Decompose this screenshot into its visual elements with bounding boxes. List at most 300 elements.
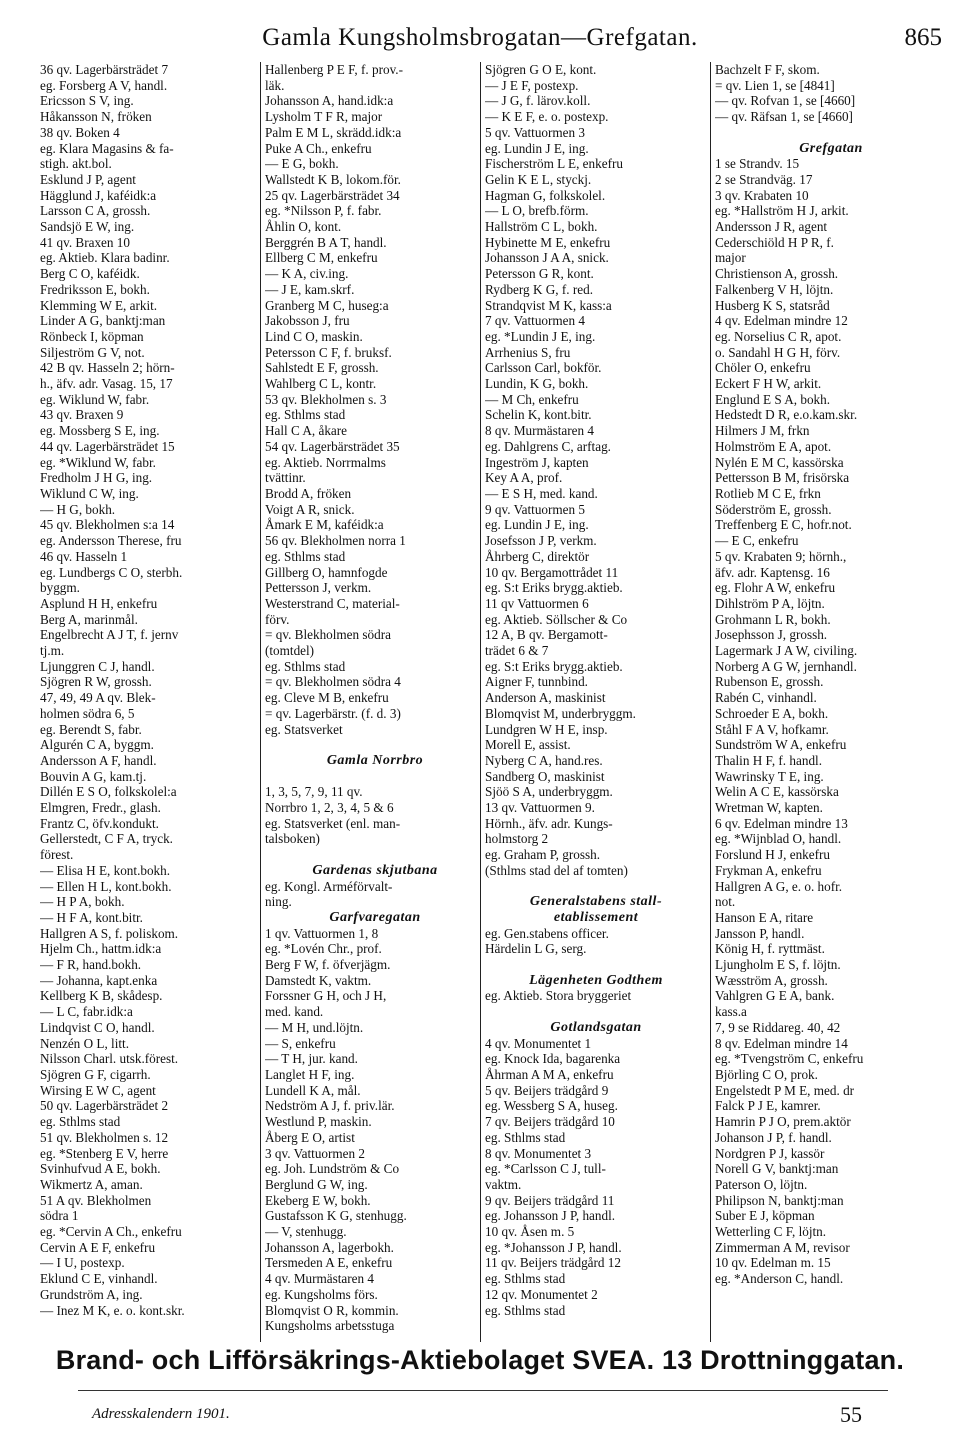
- directory-entry: Lundin, K G, bokh.: [485, 376, 589, 392]
- directory-entry: — L C, fabr.idk:a: [40, 1004, 133, 1020]
- directory-entry: eg. Lundin J E, ing.: [485, 140, 589, 156]
- directory-entry: eg. *Hallström H J, arkit.: [715, 203, 849, 219]
- directory-entry: Gillberg O, hamnfogde: [265, 564, 388, 580]
- directory-entry: tvättinr.: [265, 470, 306, 486]
- directory-entry: eg. Sthlms stad: [265, 407, 346, 423]
- directory-entry: eg. *Lovén Chr., prof.: [265, 941, 382, 957]
- directory-entry: Damstedt K, vaktm.: [265, 972, 372, 988]
- footer-publication: Adresskalendern 1901.: [92, 1406, 230, 1422]
- directory-entry: Blomqvist M, underbryggm.: [485, 705, 636, 721]
- directory-entry: 5 qv. Beijers trädgård 9: [485, 1082, 609, 1098]
- directory-entry: [485, 1004, 707, 1020]
- directory-entry: Hybinette M E, enkefru: [485, 234, 611, 250]
- directory-entry: eg. Johansson J P, handl.: [485, 1208, 616, 1224]
- directory-entry: 42 B qv. Hasseln 2; hörn-: [40, 360, 175, 376]
- directory-entry: kass.a: [715, 1004, 747, 1020]
- footer-divider: [78, 1390, 888, 1391]
- directory-entry: Hallgren A S, f. poliskom.: [40, 925, 179, 941]
- directory-entry: König H, f. ryttmäst.: [715, 941, 825, 957]
- directory-entry: 3 qv. Krabaten 10: [715, 187, 809, 203]
- directory-entry: eg. *Wijnblad O, handl.: [715, 831, 842, 847]
- directory-entry: Johanson J P, f. handl.: [715, 1129, 832, 1145]
- directory-entry: Åhrberg C, direktör: [485, 548, 590, 564]
- directory-entry: Andersson J R, agent: [715, 219, 828, 235]
- directory-entry: 10 qv. Åsen m. 5: [485, 1224, 575, 1240]
- directory-entry: Strandqvist M K, kass:a: [485, 297, 612, 313]
- directory-entry: eg. Aktieb. Stora bryggeriet: [485, 988, 632, 1004]
- directory-entry: Norberg A G W, jernhandl.: [715, 658, 857, 674]
- street-heading: Garfvaregatan: [329, 909, 421, 925]
- directory-entry: (Sthlms stad del af tomten): [485, 862, 628, 878]
- directory-entry: 7 qv. Vattuormen 4: [485, 313, 585, 329]
- directory-entry: eg. Sthlms stad: [40, 1114, 121, 1130]
- directory-entry: Rubenson E, grossh.: [715, 674, 824, 690]
- directory-entry: Berglund G W, ing.: [265, 1176, 368, 1192]
- directory-entry: not.: [715, 894, 736, 910]
- directory-entry: Ljungholm E S, f. löjtn.: [715, 957, 841, 973]
- directory-entry: Schelin K, kont.bitr.: [485, 407, 592, 423]
- directory-entry: eg. Klara Magasins & fa-: [40, 140, 174, 156]
- street-heading: Gardenas skjutbana: [312, 862, 438, 878]
- directory-entry: Wawrinsky T E, ing.: [715, 768, 824, 784]
- directory-entry: holmen södra 6, 5: [40, 705, 135, 721]
- directory-entry: Forslund H J, enkefru: [715, 847, 831, 863]
- directory-entry: Christienson A, grossh.: [715, 266, 839, 282]
- directory-entry: eg. *Johansson J P, handl.: [485, 1239, 622, 1255]
- directory-entry: Grundström A, ing.: [40, 1286, 143, 1302]
- directory-entry: eg. Aktieb. Klara badinr.: [40, 250, 170, 266]
- column-4: [710, 62, 947, 1342]
- directory-entry: södra 1: [40, 1208, 79, 1224]
- directory-entry: — T H, jur. kand.: [265, 1051, 358, 1067]
- directory-entry: Nilsson Charl. utsk.förest.: [40, 1051, 179, 1067]
- directory-entry: Suber E J, köpman: [715, 1208, 815, 1224]
- directory-entry: eg. *Cervin A Ch., enkefru: [40, 1224, 182, 1240]
- directory-entry: 5 qv. Krabaten 9; hörnh.,: [715, 548, 847, 564]
- directory-entry: 43 qv. Braxen 9: [40, 407, 124, 423]
- directory-entry: Josefsson J P, verkm.: [485, 533, 597, 549]
- directory-entry: eg. Aktieb. Norrmalms: [265, 454, 386, 470]
- directory-entry: Hörnh., äfv. adr. Kungs-: [485, 815, 613, 831]
- page-number: 865: [904, 24, 942, 51]
- directory-entry: — V, stenhugg.: [265, 1224, 347, 1240]
- directory-entry: Åmark E M, kaféidk:a: [265, 517, 384, 533]
- directory-entry: eg. Kungsholms förs.: [265, 1286, 378, 1302]
- directory-entry: 12 A, B qv. Bergamott-: [485, 627, 608, 643]
- directory-entry: 38 qv. Boken 4: [40, 124, 120, 140]
- directory-entry: — qv. Rofvan 1, se [4660]: [715, 93, 856, 109]
- directory-entry: Nordgren P J, kassör: [715, 1145, 825, 1161]
- directory-entry: Lysholm T F R, major: [265, 109, 383, 125]
- directory-entry: Eckert F H W, arkit.: [715, 376, 822, 392]
- directory-entry: eg. Sthlms stad: [265, 658, 346, 674]
- directory-entry: 4 qv. Murmästaren 4: [265, 1271, 375, 1287]
- directory-entry: 1 qv. Vattuormen 1, 8: [265, 925, 379, 941]
- directory-entry: = qv. Blekholmen södra 4: [265, 674, 401, 690]
- directory-entry: eg. Wessberg S A, huseg.: [485, 1098, 618, 1114]
- directory-entry: Dihlström P A, löjtn.: [715, 595, 825, 611]
- directory-entry: Wretman W, kapten.: [715, 800, 823, 816]
- street-heading: Gamla Norrbro: [326, 752, 424, 768]
- directory-entry: eg. Mossberg S E, ing.: [40, 423, 160, 439]
- directory-entry: 1, 3, 5, 7, 9, 11 qv.: [265, 784, 363, 800]
- directory-entry: Carlsson Carl, bokför.: [485, 360, 602, 376]
- directory-entry: 4 qv. Edelman mindre 12: [715, 313, 848, 329]
- directory-entry: läk.: [265, 77, 285, 93]
- directory-entry: Nyberg C A, hand.res.: [485, 752, 603, 768]
- directory-entry: — J E F, postexp.: [485, 77, 579, 93]
- directory-entry: tj.m.: [40, 643, 65, 659]
- directory-entry: eg. Statsverket (enl. man-: [265, 815, 401, 831]
- directory-entry: Petersson G R, kont.: [485, 266, 594, 282]
- directory-entry: eg. Berendt S, fabr.: [40, 721, 142, 737]
- directory-entry: Sahlstedt E F, grossh.: [265, 360, 379, 376]
- directory-entry: Esklund J P, agent: [40, 171, 136, 187]
- directory-entry: eg. Sthlms stad: [485, 1129, 566, 1145]
- street-heading: Generalstabens stall-: [529, 894, 663, 910]
- directory-entry: major: [715, 250, 746, 266]
- directory-entry: 50 qv. Lagerbärsträdet 2: [40, 1098, 169, 1114]
- directory-entry: Sandberg O, maskinist: [485, 768, 605, 784]
- directory-entry: Paterson O, löjtn.: [715, 1176, 808, 1192]
- directory-entry: — E G, bokh.: [265, 156, 339, 172]
- directory-entry: Johansson J A A, snick.: [485, 250, 609, 266]
- directory-entry: Bouvin A G, kam.tj.: [40, 768, 147, 784]
- directory-entry: 45 qv. Blekholmen s:a 14: [40, 517, 175, 533]
- directory-entry: eg. Forsberg A V, handl.: [40, 77, 168, 93]
- directory-entry: h., äfv. adr. Vasag. 15, 17: [40, 376, 173, 392]
- directory-entry: Åhrman A M A, enkefru: [485, 1067, 614, 1082]
- directory-entry: 6 qv. Edelman mindre 13: [715, 815, 848, 831]
- directory-entry: med. kand.: [265, 1004, 324, 1020]
- directory-entry: eg. *Carlsson C J, tull-: [485, 1161, 606, 1177]
- directory-entry: Klemming W E, arkit.: [40, 297, 158, 313]
- directory-entry: Sjögren G F, cigarrh.: [40, 1067, 151, 1082]
- directory-entry: [485, 879, 707, 895]
- page-header: [0, 16, 960, 60]
- directory-entry: Fischerström L E, enkefru: [485, 156, 623, 172]
- street-heading: Lägenheten Godthem: [529, 972, 663, 988]
- directory-entry: förest.: [40, 847, 74, 863]
- directory-entry: talsboken): [265, 831, 320, 847]
- directory-entry: Rotlieb M C E, frkn: [715, 485, 821, 501]
- directory-entry: eg. Lundin J E, ing.: [485, 517, 589, 533]
- directory-entry: byggm.: [40, 580, 80, 596]
- footer-sheet-number: 55: [840, 1402, 862, 1427]
- directory-entry: Nylén E M C, kassörska: [715, 454, 844, 470]
- directory-columns: [40, 62, 945, 1342]
- directory-entry: — Ellen H L, kont.bokh.: [40, 878, 172, 894]
- directory-entry: Bachzelt F F, skom.: [715, 62, 820, 77]
- directory-entry: Pettersson J, verkm.: [265, 580, 372, 596]
- directory-entry: Rydberg K G, f. red.: [485, 281, 594, 297]
- directory-entry: — K E F, e. o. postexp.: [485, 109, 609, 125]
- advertisement-banner: Brand- och Lifförsäkrings-Aktiebolaget SVEA. 13 Drottninggatan.: [55, 1345, 905, 1375]
- directory-entry: Nedström A J, f. priv.lär.: [265, 1098, 395, 1114]
- directory-entry: [265, 847, 485, 863]
- directory-entry: eg. Knock Ida, bagarenka: [485, 1051, 621, 1067]
- directory-entry: Johansson A, lagerbokh.: [265, 1239, 394, 1255]
- directory-entry: Sjöö S A, underbryggm.: [485, 784, 613, 800]
- column-2: [260, 62, 485, 1342]
- street-heading: etablissement: [553, 909, 639, 925]
- directory-entry: Wirsing E W C, agent: [40, 1082, 156, 1098]
- directory-entry: = qv. Lien 1, se [4841]: [715, 77, 835, 93]
- directory-entry: Elmgren, Fredr., glash.: [40, 800, 161, 816]
- directory-entry: Sundström W A, enkefru: [715, 737, 847, 753]
- directory-entry: eg. Flohr A W, enkefru: [715, 580, 836, 596]
- directory-entry: — J G, f. lärov.koll.: [485, 93, 591, 109]
- directory-entry: eg. Andersson Therese, fru: [40, 533, 182, 549]
- directory-entry: 53 qv. Blekholmen s. 3: [265, 391, 387, 407]
- directory-entry: Hallgren A G, e. o. hofr.: [715, 878, 843, 894]
- directory-entry: Gustafsson K G, stenhugg.: [265, 1208, 407, 1224]
- directory-entry: Gellerstedt, C F A, tryck.: [40, 831, 173, 847]
- directory-entry: Hall C A, åkare: [265, 423, 348, 439]
- directory-entry: — H G, bokh.: [40, 501, 116, 517]
- directory-entry: Algurén C A, byggm.: [40, 737, 154, 753]
- directory-entry: Fredholm J H G, ing.: [40, 470, 153, 486]
- directory-entry: Englund E S A, bokh.: [715, 391, 831, 407]
- directory-entry: Granberg M C, huseg:a: [265, 297, 389, 313]
- directory-entry: Berg F W, f. öfverjägm.: [265, 957, 391, 973]
- directory-entry: Langlet H F, ing.: [265, 1067, 355, 1082]
- directory-entry: Sjögren R W, grossh.: [40, 674, 152, 690]
- directory-entry: 5 qv. Vattuormen 3: [485, 124, 585, 140]
- directory-entry: eg. Cleve M B, enkefru: [265, 690, 389, 706]
- directory-entry: eg. Sthlms stad: [265, 548, 346, 564]
- directory-entry: eg. Dahlgrens C, arftag.: [485, 438, 611, 454]
- directory-entry: Jansson P, handl.: [715, 925, 805, 941]
- directory-entry: Lundgren W H E, insp.: [485, 721, 608, 737]
- directory-entry: 13 qv. Vattuormen 9.: [485, 800, 595, 816]
- directory-entry: 10 qv. Edelman m. 15: [715, 1255, 831, 1271]
- directory-entry: Hallenberg P E F, f. prov.-: [265, 62, 403, 77]
- directory-entry: Philipson N, banktj:man: [715, 1192, 844, 1208]
- directory-entry: [265, 769, 485, 785]
- directory-entry: eg. Aktieb. Söllscher & Co: [485, 611, 628, 627]
- directory-entry: Håkansson N, fröken: [40, 109, 152, 125]
- directory-entry: Hjelm Ch., hattm.idk:a: [40, 941, 162, 957]
- directory-entry: Welin A C E, kassörska: [715, 784, 839, 800]
- directory-entry: Larsson C A, grossh.: [40, 203, 151, 219]
- directory-entry: Vahlgren G E A, bank.: [715, 988, 835, 1004]
- directory-entry: o. Sandahl H G H, förv.: [715, 344, 841, 360]
- directory-entry: Johansson A, hand.idk:a: [265, 93, 394, 109]
- directory-entry: 10 qv. Bergamottrådet 11: [485, 564, 619, 580]
- directory-entry: eg. Graham P, grossh.: [485, 847, 601, 863]
- directory-entry: Wallstedt K B, lokom.för.: [265, 171, 401, 187]
- directory-entry: Husberg K S, statsråd: [715, 297, 830, 313]
- directory-entry: 12 qv. Monumentet 2: [485, 1286, 598, 1302]
- directory-entry: Zimmerman A M, revisor: [715, 1239, 850, 1255]
- street-heading: Gotlandsgatan: [550, 1019, 642, 1035]
- directory-entry: Ekeberg E W, bokh.: [265, 1192, 371, 1208]
- directory-entry: 56 qv. Blekholmen norra 1: [265, 533, 406, 549]
- directory-entry: Engelstedt P M E, med. dr: [715, 1082, 855, 1098]
- directory-entry: eg. Sthlms stad: [485, 1271, 566, 1287]
- directory-entry: Westlund P, maskin.: [265, 1114, 372, 1130]
- directory-entry: Ingeström J, kapten: [485, 454, 589, 470]
- directory-entry: 3 qv. Vattuormen 2: [265, 1145, 365, 1161]
- directory-entry: Berg C O, kaféidk.: [40, 266, 140, 282]
- directory-entry: — H P A, bokh.: [40, 894, 125, 910]
- directory-entry: Puke A Ch., enkefru: [265, 140, 372, 156]
- page-title: Gamla Kungsholmsbrogatan—Grefgatan.: [262, 24, 698, 51]
- directory-entry: Hilmers J M, frkn: [715, 423, 810, 439]
- directory-entry: Ellberg C M, enkefru: [265, 250, 378, 266]
- directory-entry: Tersmeden A E, enkefru: [265, 1255, 393, 1271]
- directory-entry: Kungsholms arbetsstuga: [265, 1318, 395, 1334]
- directory-entry: — F R, hand.bokh.: [40, 957, 142, 973]
- directory-entry: Åhlin O, kont.: [265, 219, 342, 235]
- directory-entry: eg. *Lundin J E, ing.: [485, 328, 596, 344]
- directory-entry: Wahlberg C L, kontr.: [265, 376, 377, 392]
- directory-entry: Schroeder E A, bokh.: [715, 705, 829, 721]
- directory-entry: eg. *Tvengström C, enkefru: [715, 1051, 864, 1067]
- directory-entry: eg. Statsverket: [265, 721, 343, 737]
- directory-entry: Brodd A, fröken: [265, 485, 352, 501]
- directory-entry: Aigner F, tunnbind.: [485, 674, 588, 690]
- directory-entry: Åberg E O, artist: [265, 1129, 355, 1145]
- directory-entry: Rabén C, vinhandl.: [715, 690, 817, 706]
- directory-entry: Asplund H H, enkefru: [40, 595, 158, 611]
- directory-entry: — S, enkefru: [265, 1035, 336, 1051]
- directory-entry: Ericsson S V, ing.: [40, 93, 134, 109]
- directory-entry: Josephsson J, grossh.: [715, 627, 828, 643]
- directory-entry: Cederschiöld H P R, f.: [715, 234, 834, 250]
- directory-entry: 54 qv. Lagerbärsträdet 35: [265, 438, 400, 454]
- directory-entry: eg. *Stenberg E V, herre: [40, 1145, 169, 1161]
- directory-entry: Blomqvist O R, kommin.: [265, 1302, 399, 1318]
- directory-entry: Ståhl F A V, hofkamr.: [715, 721, 829, 737]
- directory-entry: — M Ch, enkefru: [485, 391, 579, 407]
- directory-entry: Falck P J E, kamrer.: [715, 1098, 821, 1114]
- directory-entry: 1 se Strandv. 15: [715, 156, 800, 172]
- directory-entry: Gelin K E L, styckj.: [485, 171, 592, 187]
- directory-entry: Björling C O, prok.: [715, 1067, 818, 1082]
- directory-entry: Härdelin L G, serg.: [485, 941, 587, 957]
- directory-entry: 7 qv. Beijers trädgård 10: [485, 1114, 615, 1130]
- directory-entry: 51 A qv. Blekholmen: [40, 1192, 152, 1208]
- directory-entry: Berg A, marinmål.: [40, 611, 138, 627]
- directory-entry: Nenzén O L, litt.: [40, 1035, 129, 1051]
- directory-entry: eg. Sthlms stad: [485, 1302, 566, 1318]
- directory-entry: 11 qv Vattuormen 6: [485, 595, 589, 611]
- directory-entry: Hallström C L, bokh.: [485, 219, 598, 235]
- directory-entry: 4 qv. Monumentet 1: [485, 1035, 592, 1051]
- directory-entry: eg. *Wiklund W, fabr.: [40, 454, 156, 470]
- directory-entry: 8 qv. Edelman mindre 14: [715, 1035, 848, 1051]
- directory-entry: Wiklund C W, ing.: [40, 485, 139, 501]
- directory-entry: trädet 6 & 7: [485, 643, 549, 659]
- directory-entry: 41 qv. Braxen 10: [40, 234, 130, 250]
- directory-entry: eg. Gen.stabens officer.: [485, 925, 609, 941]
- directory-entry: Pettersson B M, frisörska: [715, 470, 850, 486]
- street-heading: Grefgatan: [799, 140, 863, 156]
- directory-entry: Sjögren G O E, kont.: [485, 62, 597, 77]
- directory-entry: Holmström E A, apot.: [715, 438, 832, 454]
- directory-entry: 8 qv. Monumentet 3: [485, 1145, 592, 1161]
- directory-entry: eg. Kongl. Arméförvalt-: [265, 878, 393, 894]
- directory-entry: Palm E M L, skrädd.idk:a: [265, 124, 402, 140]
- directory-entry: Rönbeck I, köpman: [40, 328, 144, 344]
- directory-entry: 51 qv. Blekholmen s. 12: [40, 1129, 169, 1145]
- directory-entry: Treffenberg E C, hofr.not.: [715, 517, 852, 533]
- directory-entry: Lind C O, maskin.: [265, 328, 363, 344]
- directory-entry: — J E, kam.skrf.: [265, 281, 355, 297]
- directory-entry: Linder A G, banktj:man: [40, 313, 166, 329]
- directory-entry: förv.: [265, 611, 290, 627]
- directory-entry: Arrhenius S, fru: [485, 344, 571, 360]
- directory-entry: holmstorg 2: [485, 831, 549, 847]
- directory-entry: — Elisa H E, kont.bokh.: [40, 862, 171, 878]
- directory-entry: 8 qv. Murmästaren 4: [485, 423, 595, 439]
- directory-entry: [265, 737, 485, 753]
- directory-entry: 47, 49, 49 A qv. Blek-: [40, 690, 156, 706]
- directory-entry: Key A A, prof.: [485, 470, 563, 486]
- directory-entry: Wikmertz A, aman.: [40, 1176, 143, 1192]
- directory-entry: Wæsström A, grossh.: [715, 972, 828, 988]
- directory-entry: Hanson E A, ritare: [715, 909, 814, 925]
- directory-entry: Kellberg K B, skådesp.: [40, 988, 163, 1004]
- directory-entry: Hagman G, folkskolel.: [485, 187, 606, 203]
- directory-entry: = qv. Lagerbärstr. (f. d. 3): [265, 705, 401, 721]
- directory-entry: vaktm.: [485, 1176, 522, 1192]
- directory-entry: stigh. akt.bol.: [40, 156, 112, 172]
- directory-entry: Hedstedt D R, e.o.kam.skr.: [715, 407, 858, 423]
- directory-entry: 46 qv. Hasseln 1: [40, 548, 128, 564]
- directory-entry: eg. S:t Eriks brygg.aktieb.: [485, 580, 623, 596]
- directory-entry: [715, 125, 947, 141]
- directory-entry: Eklund C E, vinhandl.: [40, 1271, 158, 1287]
- directory-entry: — I U, postexp.: [40, 1255, 125, 1271]
- directory-entry: 7, 9 se Riddareg. 40, 42: [715, 1019, 841, 1035]
- directory-entry: Wetterling C F, löjtn.: [715, 1224, 827, 1240]
- directory-entry: Thalin H F, f. handl.: [715, 752, 822, 768]
- directory-entry: 9 qv. Beijers trädgård 11: [485, 1192, 615, 1208]
- page-footer: [0, 1402, 960, 1432]
- directory-entry: Lundell K A, mål.: [265, 1082, 361, 1098]
- directory-entry: 25 qv. Lagerbärsträdet 34: [265, 187, 400, 203]
- directory-entry: 2 se Strandväg. 17: [715, 171, 813, 187]
- directory-entry: Sandsjö E W, ing.: [40, 219, 135, 235]
- directory-entry: Berggrén B A T, handl.: [265, 234, 387, 250]
- directory-entry: Anderson A, maskinist: [485, 690, 606, 706]
- directory-entry: Frykman A, enkefru: [715, 862, 822, 878]
- column-1: [40, 62, 258, 1342]
- directory-entry: Ljunggren C J, handl.: [40, 658, 155, 674]
- directory-entry: Grohmann L R, bokh.: [715, 611, 831, 627]
- directory-entry: Dillén E S O, folkskolel:a: [40, 784, 177, 800]
- directory-entry: [485, 957, 707, 973]
- directory-entry: Jakobsson J, fru: [265, 313, 350, 329]
- directory-entry: — qv. Räfsan 1, se [4660]: [715, 109, 853, 125]
- column-3: [480, 62, 707, 1342]
- directory-entry: Andersson A F, handl.: [40, 752, 157, 768]
- directory-entry: (tomtdel): [265, 643, 315, 659]
- directory-entry: Westerstrand C, material-: [265, 595, 400, 611]
- directory-entry: — E S H, med. kand.: [485, 485, 598, 501]
- directory-entry: Lagermark J A W, civiling.: [715, 643, 858, 659]
- directory-entry: — Johanna, kapt.enka: [40, 972, 158, 988]
- directory-entry: Norrbro 1, 2, 3, 4, 5 & 6: [265, 800, 394, 816]
- directory-entry: Norell G V, banktj:man: [715, 1161, 839, 1177]
- directory-entry: 9 qv. Vattuormen 5: [485, 501, 585, 517]
- directory-entry: ning.: [265, 894, 292, 910]
- directory-entry: 44 qv. Lagerbärsträdet 15: [40, 438, 175, 454]
- directory-entry: Lindqvist C O, handl.: [40, 1019, 155, 1035]
